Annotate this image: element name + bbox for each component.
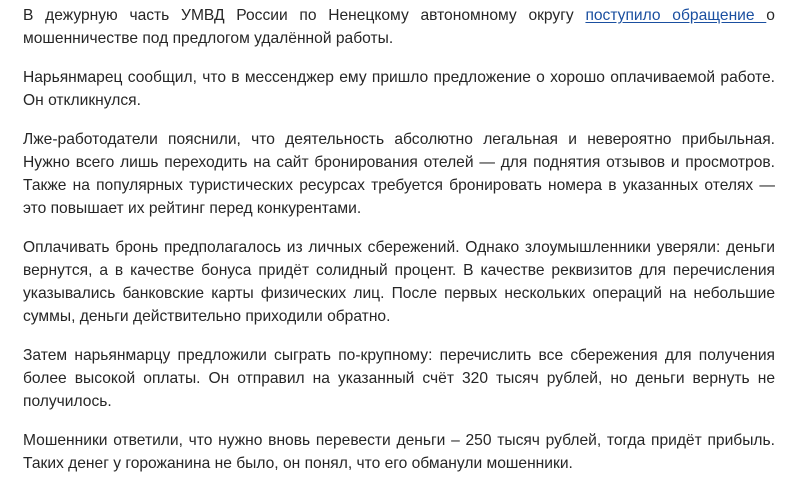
paragraph-1 [23,4,775,50]
paragraph-1-text-start: В дежурную часть УМВД России по Ненецкому автономному округу [23,7,586,24]
paragraph-6: Мошенники ответили, что нужно вновь перевести деньги – 250 тысяч рублей, тогда придёт прибыль. Таких денег у горожанина не было, он понял, что его обманули мошенники. [23,432,775,472]
paragraph-2: Нарьянмарец сообщил, что в мессенджер ему пришло предложение о хорошо оплачиваемой работе. Он откликнулся. [23,69,775,109]
complaint-link[interactable]: поступило обращение [585,7,767,24]
paragraph-1-text-end: о мошенничестве под предлогом удалённой работы. [23,7,775,47]
paragraph-5: Затем нарьянмарцу предложили сыграть по-крупному: перечислить все сбережения для получения более высокой оплаты. Он отправил на указанный счёт 320 тысяч рублей, но деньги вернуть не получилось. [23,347,775,410]
paragraph-3: Лже-работодатели пояснили, что деятельность абсолютно легальная и невероятно прибыльная. Нужно всего лишь переходить на сайт бронирования отелей — для поднятия отзывов и просмотров. Также на популярных туристических ресурсах требуется бронировать номера в указанных отелях — это повышает их рейтинг перед конкурентами. [23,131,775,217]
article-body [23,4,775,491]
paragraph-4: Оплачивать бронь предполагалось из личных сбережений. Однако злоумышленники уверяли: деньги вернутся, а в качестве бонуса придёт солидный процент. В качестве реквизитов для перечисления указывались банковские карты физических лиц. После первых нескольких операций на небольшие суммы, деньги действительно приходили обратно. [23,239,775,325]
